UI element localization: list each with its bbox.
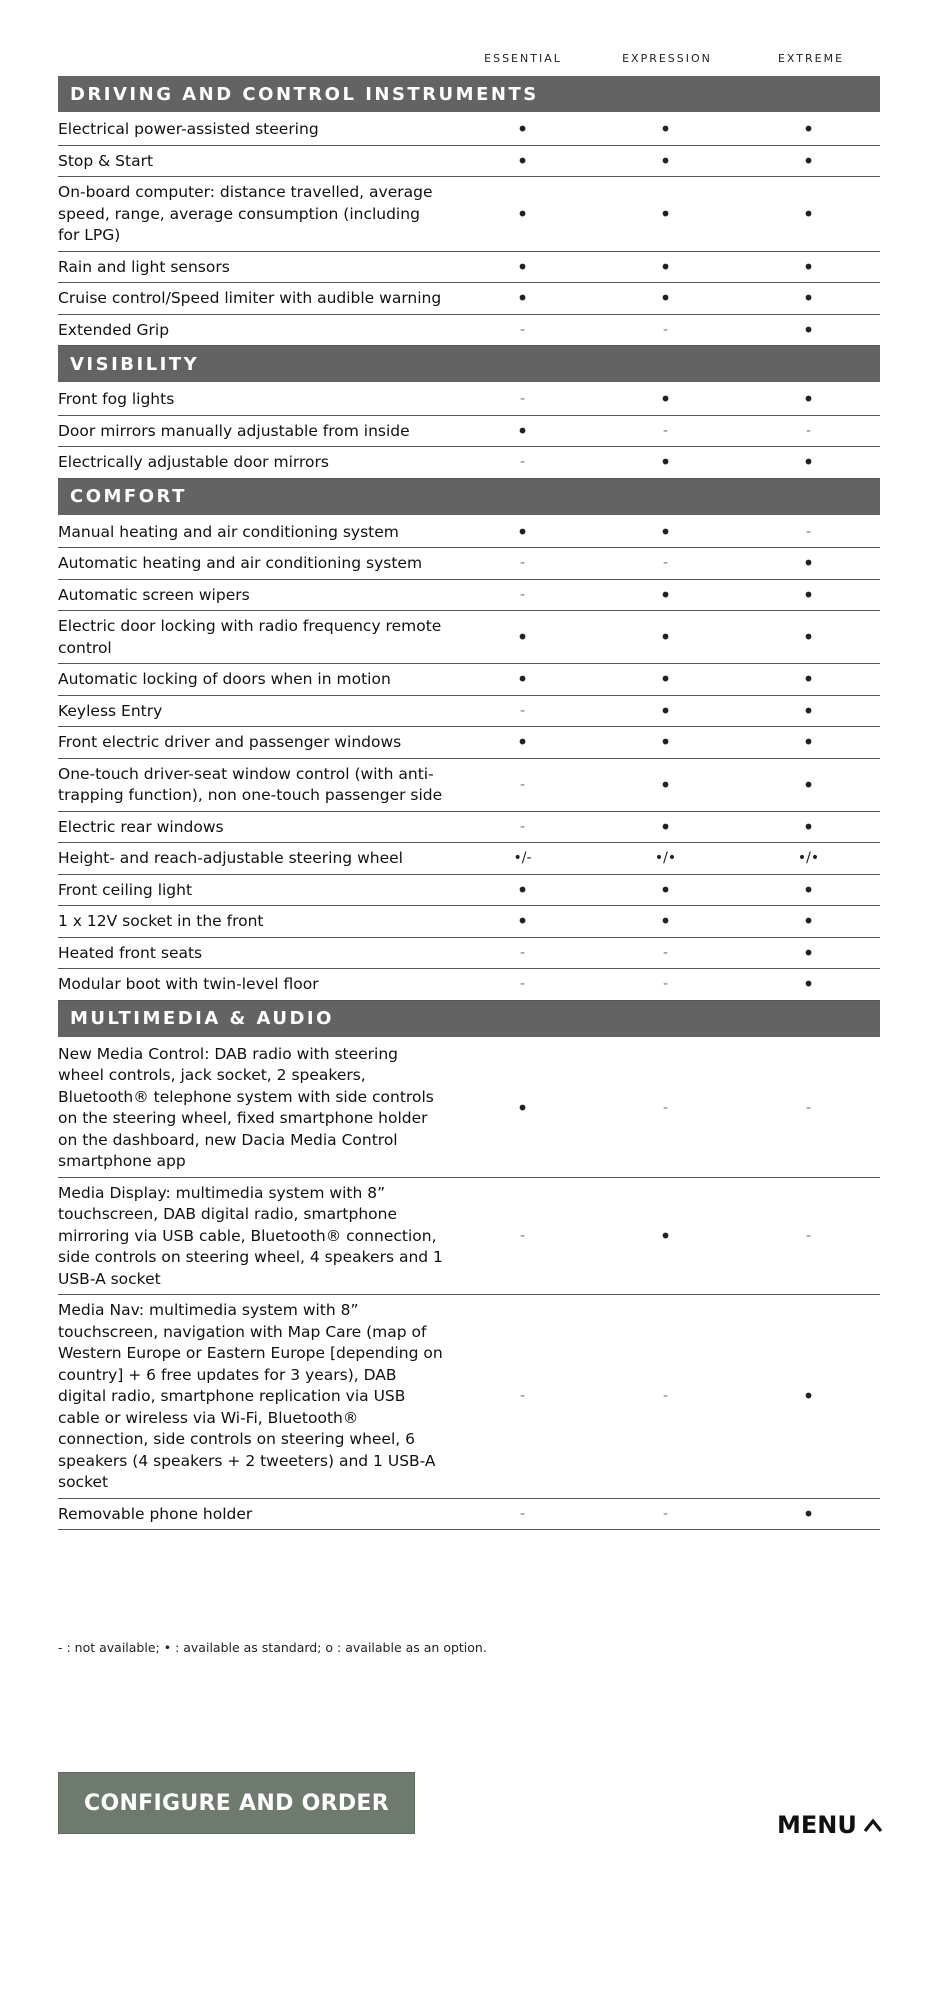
table-row [58,1038,880,1178]
table-row [58,611,880,664]
availability-value: • [594,811,737,843]
column-header-essential: ESSENTIAL [484,52,562,65]
availability-value: • [594,579,737,611]
column-header-expression: EXPRESSION [622,52,712,65]
section-header [58,76,880,113]
availability-value: • [737,113,880,145]
availability-value: • [594,758,737,811]
feature-label: Door mirrors manually adjustable from inside [58,415,451,447]
availability-value: • [594,113,737,145]
availability-value: • [594,1177,737,1295]
feature-label: Electric door locking with radio frequency remote control [58,611,451,664]
availability-value: - [594,415,737,447]
feature-label: Automatic locking of doors when in motion [58,664,451,696]
availability-value: • [594,695,737,727]
availability-value: - [594,937,737,969]
table-row [58,1295,880,1499]
availability-value: • [451,664,594,696]
availability-value: - [451,548,594,580]
availability-value: • [737,969,880,1001]
table-row [58,695,880,727]
availability-value: - [451,695,594,727]
availability-value: • [451,177,594,252]
feature-label: Electric rear windows [58,811,451,843]
availability-value: • [737,145,880,177]
availability-value: • [451,516,594,548]
availability-value: • [737,874,880,906]
availability-value: • [451,145,594,177]
table-row [58,906,880,938]
feature-label: Automatic heating and air conditioning system [58,548,451,580]
configure-and-order-button[interactable]: CONFIGURE AND ORDER [58,1772,415,1834]
availability-value: •/• [737,843,880,875]
table-row [58,811,880,843]
column-header-extreme: EXTREME [777,52,845,65]
table-row [58,664,880,696]
feature-label: Stop & Start [58,145,451,177]
table-row [58,758,880,811]
availability-value: - [451,579,594,611]
chevron-up-icon [863,1817,883,1833]
menu-button[interactable] [777,1810,883,1840]
table-row [58,447,880,479]
table-row [58,177,880,252]
table-row [58,843,880,875]
feature-label: Front fog lights [58,383,451,415]
availability-value: - [594,1295,737,1499]
table-row [58,113,880,145]
availability-value: • [451,727,594,759]
availability-value: - [451,314,594,346]
table-row [58,383,880,415]
availability-value: • [451,611,594,664]
section-title: DRIVING AND CONTROL INSTRUMENTS [58,76,880,113]
feature-label: Removable phone holder [58,1498,451,1530]
section-title: VISIBILITY [58,346,880,384]
feature-label: Front electric driver and passenger windows [58,727,451,759]
availability-value: - [594,969,737,1001]
availability-value: • [737,758,880,811]
table-row [58,548,880,580]
feature-label: New Media Control: DAB radio with steering wheel controls, jack socket, 2 speakers, Bluetooth® telephone system with side controls on the steering wheel, fixed smartphone holder on the dashboard, new Dacia Media Control smartphone app [58,1038,451,1178]
availability-value: • [737,906,880,938]
table-row [58,874,880,906]
feature-label: Manual heating and air conditioning system [58,516,451,548]
feature-label: Electrically adjustable door mirrors [58,447,451,479]
availability-value: - [451,1295,594,1499]
equipment-table [58,76,880,1530]
feature-label: Height- and reach-adjustable steering wheel [58,843,451,875]
availability-value: • [737,579,880,611]
availability-value: • [451,415,594,447]
section-header [58,478,880,516]
feature-label: Keyless Entry [58,695,451,727]
section-header [58,346,880,384]
section-title: MULTIMEDIA & AUDIO [58,1000,880,1038]
availability-value: • [451,251,594,283]
availability-value: - [451,1498,594,1530]
availability-value: • [737,177,880,252]
feature-label: Media Display: multimedia system with 8” touchscreen, DAB digital radio, smartphone mirroring via USB cable, Bluetooth® connection, side controls on steering wheel, 4 speakers and 1 USB-A socket [58,1177,451,1295]
availability-value: - [451,447,594,479]
availability-value: • [737,937,880,969]
availability-value: • [451,906,594,938]
availability-value: - [737,516,880,548]
feature-label: On-board computer: distance travelled, average speed, range, average consumption (including for LPG) [58,177,451,252]
table-row [58,937,880,969]
table-row [58,727,880,759]
availability-value: • [594,906,737,938]
availability-value: • [737,664,880,696]
availability-value: • [737,611,880,664]
legend-note: - : not available; • : available as standard; o : available as an option. [58,1640,487,1655]
feature-label: Media Nav: multimedia system with 8” touchscreen, navigation with Map Care (map of Western Europe or Eastern Europe [depending on country] + 6 free updates for 3 years), DAB digital radio, smartphone replication via USB cable or wireless via Wi-Fi, Bluetooth® connection, side controls on steering wheel, 6 speakers (4 speakers + 2 tweeters) and 1 USB-A socket [58,1295,451,1499]
availability-value: - [594,1038,737,1178]
table-row [58,415,880,447]
feature-label: 1 x 12V socket in the front [58,906,451,938]
table-row [58,145,880,177]
availability-value: - [451,969,594,1001]
availability-value: • [594,516,737,548]
availability-value: • [451,1038,594,1178]
feature-label: Cruise control/Speed limiter with audible warning [58,283,451,315]
availability-value: - [737,1177,880,1295]
availability-value: • [737,283,880,315]
availability-value: • [737,383,880,415]
table-row [58,283,880,315]
table-row [58,251,880,283]
availability-value: - [737,1038,880,1178]
menu-label: MENU [777,1811,857,1839]
availability-value: • [594,727,737,759]
availability-value: • [737,447,880,479]
feature-label: Front ceiling light [58,874,451,906]
availability-value: • [737,314,880,346]
availability-value: - [451,937,594,969]
availability-value: - [594,314,737,346]
availability-value: - [451,758,594,811]
section-title: COMFORT [58,478,880,516]
availability-value: • [594,383,737,415]
availability-value: • [451,874,594,906]
availability-value: • [594,611,737,664]
availability-value: • [737,1498,880,1530]
feature-label: Rain and light sensors [58,251,451,283]
availability-value: • [594,283,737,315]
availability-value: • [451,113,594,145]
availability-value: • [737,695,880,727]
feature-label: Modular boot with twin-level floor [58,969,451,1001]
table-row [58,1498,880,1530]
availability-value: • [594,874,737,906]
table-row [58,969,880,1001]
availability-value: • [594,145,737,177]
availability-value: • [594,664,737,696]
availability-value: • [594,177,737,252]
feature-label: Electrical power-assisted steering [58,113,451,145]
availability-value: • [737,811,880,843]
table-row [58,1177,880,1295]
availability-value: - [594,548,737,580]
availability-value: • [737,251,880,283]
availability-value: - [451,383,594,415]
availability-value: - [451,1177,594,1295]
table-row [58,516,880,548]
availability-value: - [737,415,880,447]
availability-value: • [737,1295,880,1499]
availability-value: • [451,283,594,315]
section-header [58,1000,880,1038]
availability-value: - [451,811,594,843]
feature-label: One-touch driver-seat window control (with anti-trapping function), non one-touch passenger side [58,758,451,811]
availability-value: • [594,251,737,283]
availability-value: •/- [451,843,594,875]
availability-value: • [737,548,880,580]
availability-value: - [594,1498,737,1530]
feature-label: Extended Grip [58,314,451,346]
availability-value: •/• [594,843,737,875]
feature-label: Heated front seats [58,937,451,969]
column-headers [58,52,880,68]
feature-label: Automatic screen wipers [58,579,451,611]
availability-value: • [594,447,737,479]
availability-value: • [737,727,880,759]
table-row [58,314,880,346]
table-row [58,579,880,611]
